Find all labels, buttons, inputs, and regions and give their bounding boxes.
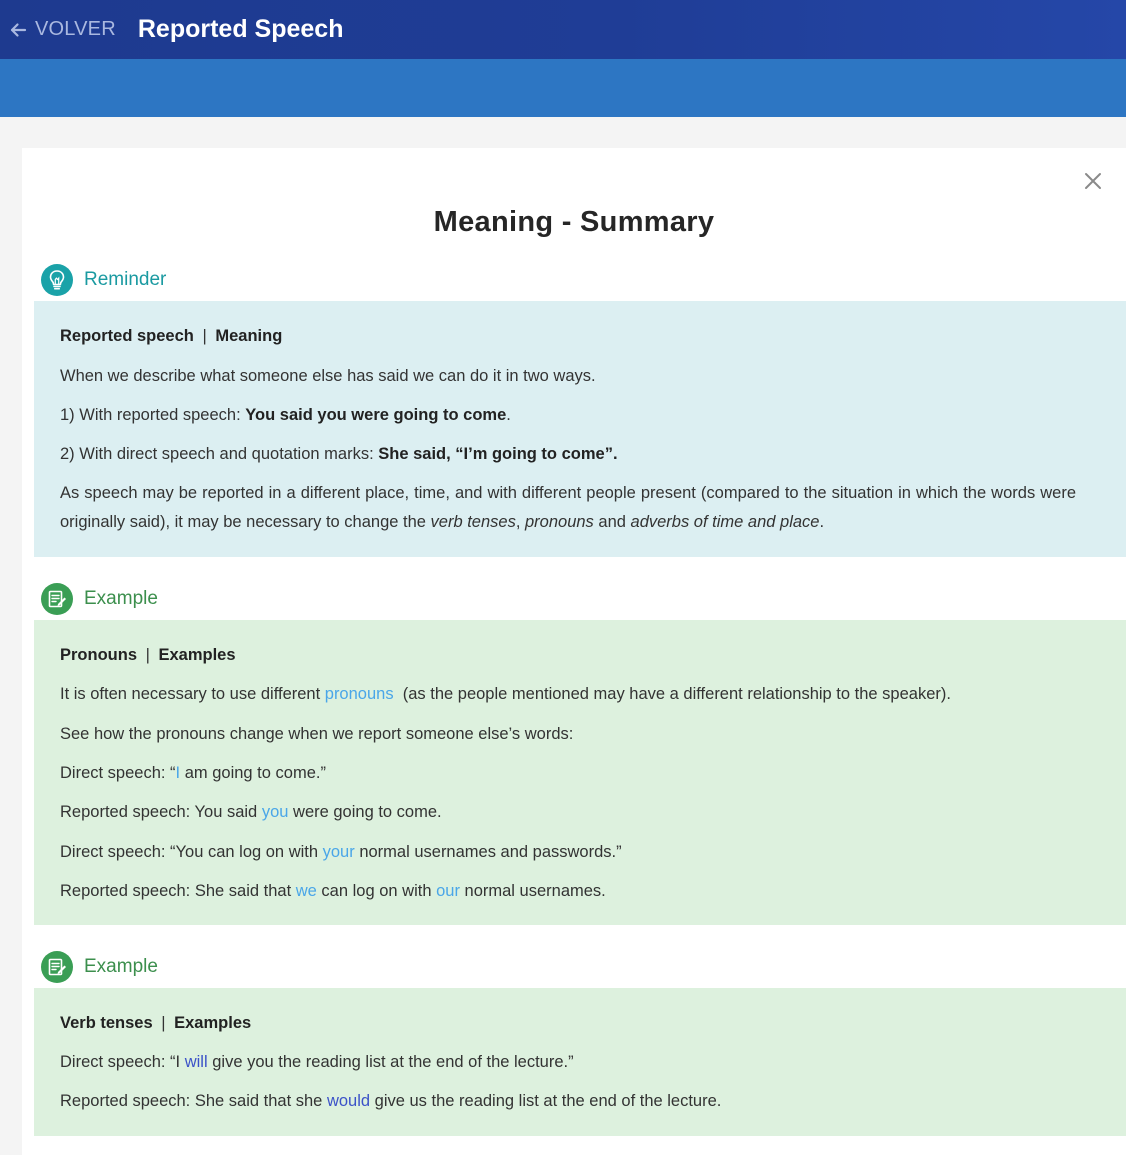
highlight-word: will: [184, 1053, 208, 1071]
reminder-label: Reminder: [84, 269, 167, 290]
highlight-word: you: [261, 803, 289, 821]
highlight-link[interactable]: pronouns: [324, 685, 394, 703]
reminder-heading-title: Reported speech: [60, 327, 194, 345]
example-line-1: [60, 1053, 574, 1072]
text: .: [819, 513, 825, 531]
example-heading: [60, 646, 236, 665]
example-header-verb-tenses: [41, 951, 158, 983]
italic-text: pronouns: [525, 513, 594, 531]
bold-text: You said you were going to come: [245, 406, 507, 424]
text: give you the reading list at the end of the lecture.”: [207, 1053, 574, 1071]
text: Reported speech: She said that: [60, 882, 296, 900]
heading-separator: |: [145, 646, 150, 664]
example-box-pronouns: [34, 620, 1126, 925]
text: ,: [515, 513, 525, 531]
example-line-3: [60, 764, 326, 783]
arrow-left-icon: [8, 20, 28, 40]
back-button[interactable]: [8, 18, 116, 41]
example-label: Example: [84, 588, 158, 609]
heading-separator: |: [161, 1014, 166, 1032]
example-line-2: [60, 1092, 721, 1111]
text: (as the people mentioned may have a different relationship to the speaker).: [393, 685, 951, 703]
page-title: Meaning - Summary: [433, 206, 715, 238]
text: normal usernames.: [459, 882, 606, 900]
text: normal usernames and passwords.”: [354, 843, 622, 861]
close-icon[interactable]: [1083, 171, 1103, 191]
example-heading: [60, 1014, 251, 1033]
text: Direct speech: “: [60, 764, 176, 782]
text: were going to come.: [288, 803, 442, 821]
note-edit-icon: [41, 583, 73, 615]
heading-separator: |: [202, 327, 207, 345]
text: can log on with: [316, 882, 437, 900]
reminder-paragraph-4: [60, 479, 1076, 537]
text: 1) With reported speech:: [60, 406, 246, 424]
example-heading-subtitle: Examples: [174, 1014, 252, 1032]
text: give us the reading list at the end of the lecture.: [370, 1092, 722, 1110]
reminder-heading: [60, 327, 282, 346]
text: .: [506, 406, 511, 424]
reminder-heading-subtitle: Meaning: [215, 327, 283, 345]
example-heading-subtitle: Examples: [158, 646, 236, 664]
highlight-word: we: [295, 882, 317, 900]
highlight-word: would: [326, 1092, 371, 1110]
lightbulb-icon: [41, 264, 73, 296]
example-line-2: See how the pronouns change when we report someone else’s words:: [60, 725, 574, 743]
bold-text: She said, “I’m going to come”.: [378, 445, 618, 463]
text: As speech may be reported in a different place, time, and with different people present (compared to the situation in which the words were originally said), it may be necessary to change the: [60, 484, 1076, 531]
example-header-pronouns: [41, 583, 158, 615]
reminder-box: [34, 301, 1126, 557]
example-box-verb-tenses: [34, 988, 1126, 1136]
text: 2) With direct speech and quotation marks:: [60, 445, 379, 463]
text: am going to come.”: [180, 764, 326, 782]
example-line-1: [60, 685, 951, 704]
highlight-word: your: [322, 843, 355, 861]
text: Reported speech: You said: [60, 803, 262, 821]
example-line-6: [60, 882, 606, 901]
highlight-word: our: [436, 882, 460, 900]
italic-text: verb tenses: [430, 513, 516, 531]
highlight-word: I: [175, 764, 181, 782]
reminder-paragraph-2: [60, 406, 511, 425]
text: Reported speech: She said that she: [60, 1092, 327, 1110]
reminder-paragraph-1: When we describe what someone else has said we can do it in two ways.: [60, 367, 596, 385]
note-edit-icon: [41, 951, 73, 983]
text: Direct speech: “I: [60, 1053, 185, 1071]
back-label: VOLVER: [35, 18, 116, 40]
example-line-5: [60, 843, 622, 862]
text: It is often necessary to use different: [60, 685, 325, 703]
example-heading-title: Pronouns: [60, 646, 137, 664]
example-line-4: [60, 803, 442, 822]
text: Direct speech: “You can log on with: [60, 843, 323, 861]
app-title: Reported Speech: [137, 15, 344, 43]
reminder-paragraph-3: [60, 445, 618, 464]
example-heading-title: Verb tenses: [60, 1014, 153, 1032]
text: and: [593, 513, 631, 531]
top-bar: [0, 0, 1126, 59]
italic-text: adverbs of time and place: [630, 513, 820, 531]
example-label: Example: [84, 956, 158, 977]
sub-header-bar: [0, 59, 1126, 117]
reminder-header: [41, 264, 166, 296]
